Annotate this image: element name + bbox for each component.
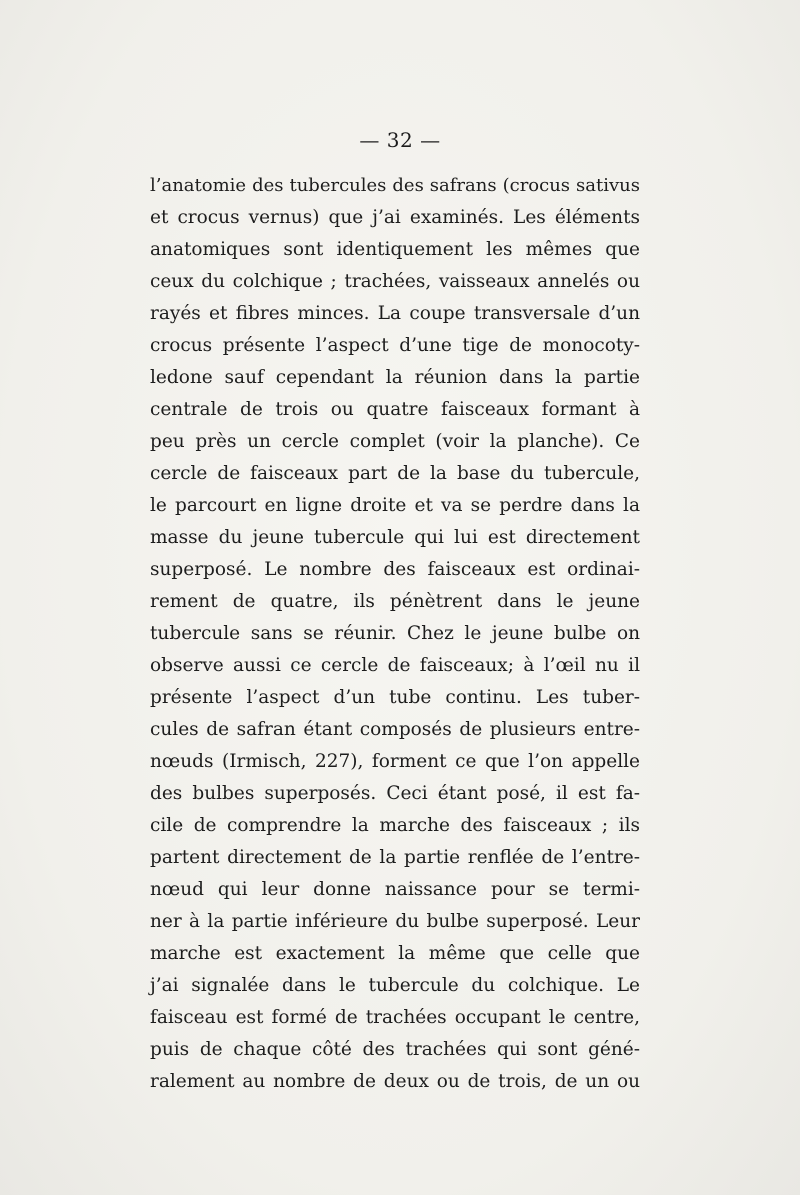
- text-line: ledone sauf cependant la réunion dans la partie: [150, 367, 640, 388]
- text-line: le parcourt en ligne droite et va se perdre dans la: [150, 495, 640, 516]
- text-line: masse du jeune tubercule qui lui est directement: [150, 527, 640, 548]
- text-line: rement de quatre, ils pénètrent dans le jeune: [150, 591, 640, 612]
- text-line: et crocus vernus) que j’ai examinés. Les éléments: [150, 207, 640, 228]
- text-line: faisceau est formé de trachées occupant le centre,: [150, 1007, 640, 1028]
- text-line: cile de comprendre la marche des faisceaux ; ils: [150, 815, 640, 836]
- page-number: — 32 —: [359, 128, 441, 152]
- body-text: [150, 170, 640, 1098]
- text-line: ralement au nombre de deux ou de trois, de un ou: [150, 1071, 640, 1092]
- text-line: centrale de trois ou quatre faisceaux formant à: [150, 399, 640, 420]
- text-line: rayés et fibres minces. La coupe transversale d’un: [150, 303, 640, 324]
- text-line: superposé. Le nombre des faisceaux est ordinai-: [150, 559, 640, 580]
- text-line: ceux du colchique ; trachées, vaisseaux annelés ou: [150, 271, 640, 292]
- text-line: tubercule sans se réunir. Chez le jeune bulbe on: [150, 623, 640, 644]
- text-line: nœuds (Irmisch, 227), forment ce que l’on appelle: [150, 751, 640, 772]
- text-line: peu près un cercle complet (voir la planche). Ce: [150, 431, 640, 452]
- text-line: présente l’aspect d’un tube continu. Les tuber-: [150, 687, 640, 708]
- text-line: ner à la partie inférieure du bulbe superposé. Leur: [150, 911, 640, 932]
- text-line: l’anatomie des tubercules des safrans (crocus sativus: [150, 175, 640, 196]
- text-line: anatomiques sont identiquement les mêmes que: [150, 239, 640, 260]
- text-line: des bulbes superposés. Ceci étant posé, il est fa-: [150, 783, 640, 804]
- text-line: partent directement de la partie renflée de l’entre-: [150, 847, 640, 868]
- text-line: j’ai signalée dans le tubercule du colchique. Le: [150, 975, 640, 996]
- text-line: observe aussi ce cercle de faisceaux; à l’œil nu il: [150, 655, 640, 676]
- text-line: marche est exactement la même que celle que: [150, 943, 640, 964]
- text-line: cules de safran étant composés de plusieurs entre-: [150, 719, 640, 740]
- text-line: cercle de faisceaux part de la base du tubercule,: [150, 463, 640, 484]
- text-line: nœud qui leur donne naissance pour se termi-: [150, 879, 640, 900]
- text-line: puis de chaque côté des trachées qui sont géné-: [150, 1039, 640, 1060]
- text-line: crocus présente l’aspect d’une tige de monocoty-: [150, 335, 640, 356]
